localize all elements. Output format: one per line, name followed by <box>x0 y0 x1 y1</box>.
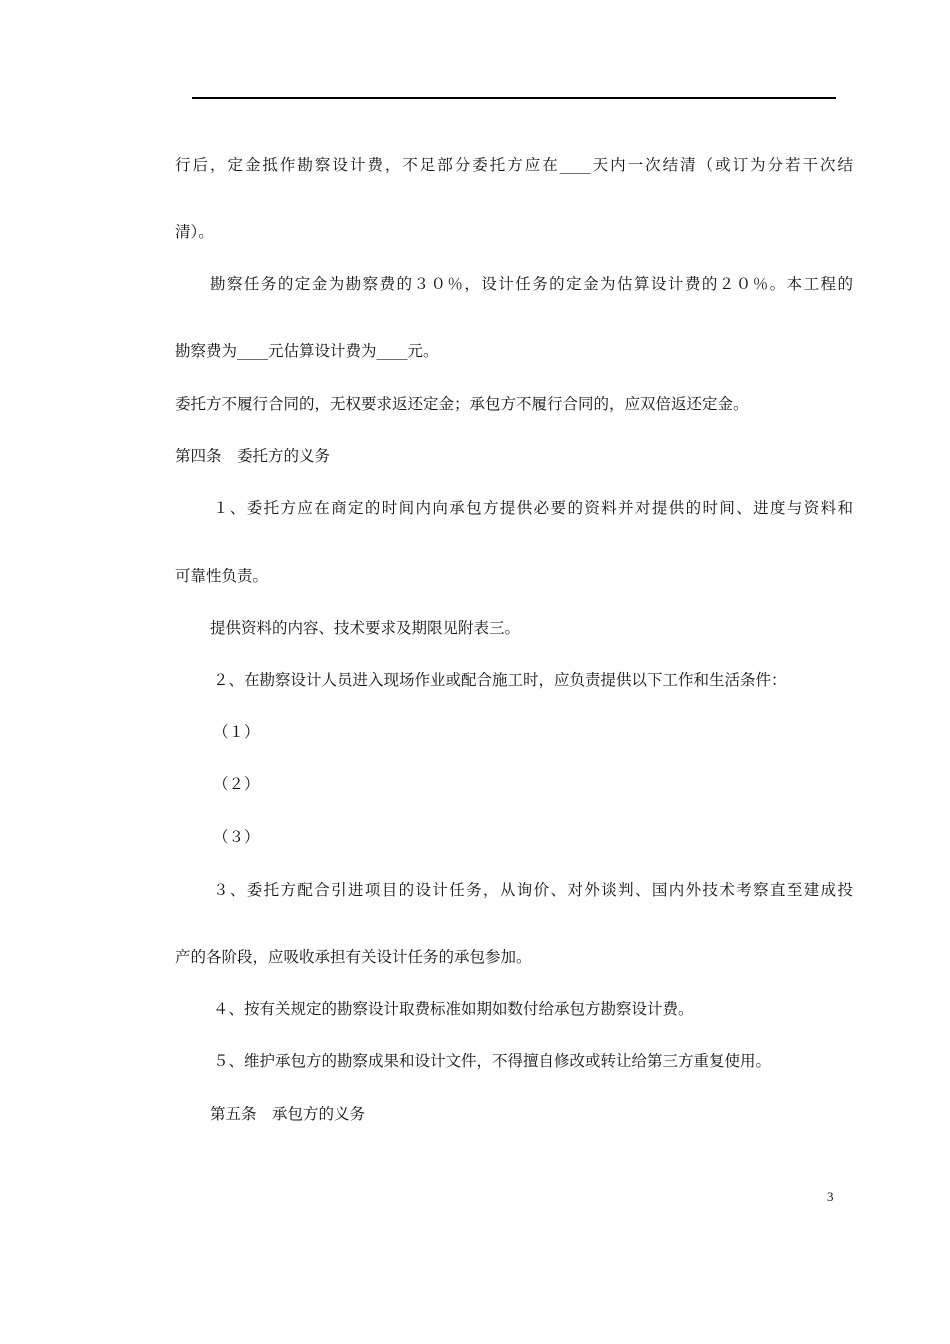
text-line: 产的各阶段，应吸收承担有关设计任务的承包参加。 <box>175 948 532 966</box>
section-heading: 第四条 委托方的义务 <box>175 447 331 465</box>
text-line: ４、按有关规定的勘察设计取费标准如期如数付给承包方勘察设计费。 <box>213 1000 694 1018</box>
text-line: ３、委托方配合引进项目的设计任务，从询价、对外谈判、国内外技术考察直至建成投 <box>213 881 853 899</box>
text-line: 行后，定金抵作勘察设计费，不足部分委托方应在____天内一次结清（或订为分若干次结 <box>175 156 853 174</box>
text-line: ５、维护承包方的勘察成果和设计文件，不得擅自修改或转让给第三方重复使用。 <box>213 1052 772 1070</box>
text-line: 勘察费为____元估算设计费为____元。 <box>175 342 439 360</box>
text-line: ２、在勘察设计人员进入现场作业或配合施工时，应负责提供以下工作和生活条件： <box>213 671 787 689</box>
section-heading: 第五条 承包方的义务 <box>210 1105 366 1123</box>
text-line: 委托方不履行合同的，无权要求返还定金；承包方不履行合同的，应双倍返还定金。 <box>175 395 749 413</box>
text-line: 清）。 <box>175 223 214 241</box>
list-item: （２） <box>213 775 260 793</box>
text-line: 提供资料的内容、技术要求及期限见附表三。 <box>210 619 521 637</box>
header-rule <box>192 97 836 99</box>
text-line: 勘察任务的定金为勘察费的３０％，设计任务的定金为估算设计费的２０％。本工程的 <box>210 275 853 293</box>
page-number: 3 <box>827 1189 834 1204</box>
text-line: １、委托方应在商定的时间内向承包方提供必要的资料并对提供的时间、进度与资料和 <box>213 499 853 517</box>
list-item: （１） <box>213 723 260 741</box>
list-item: （３） <box>213 828 260 846</box>
text-line: 可靠性负责。 <box>175 567 269 585</box>
